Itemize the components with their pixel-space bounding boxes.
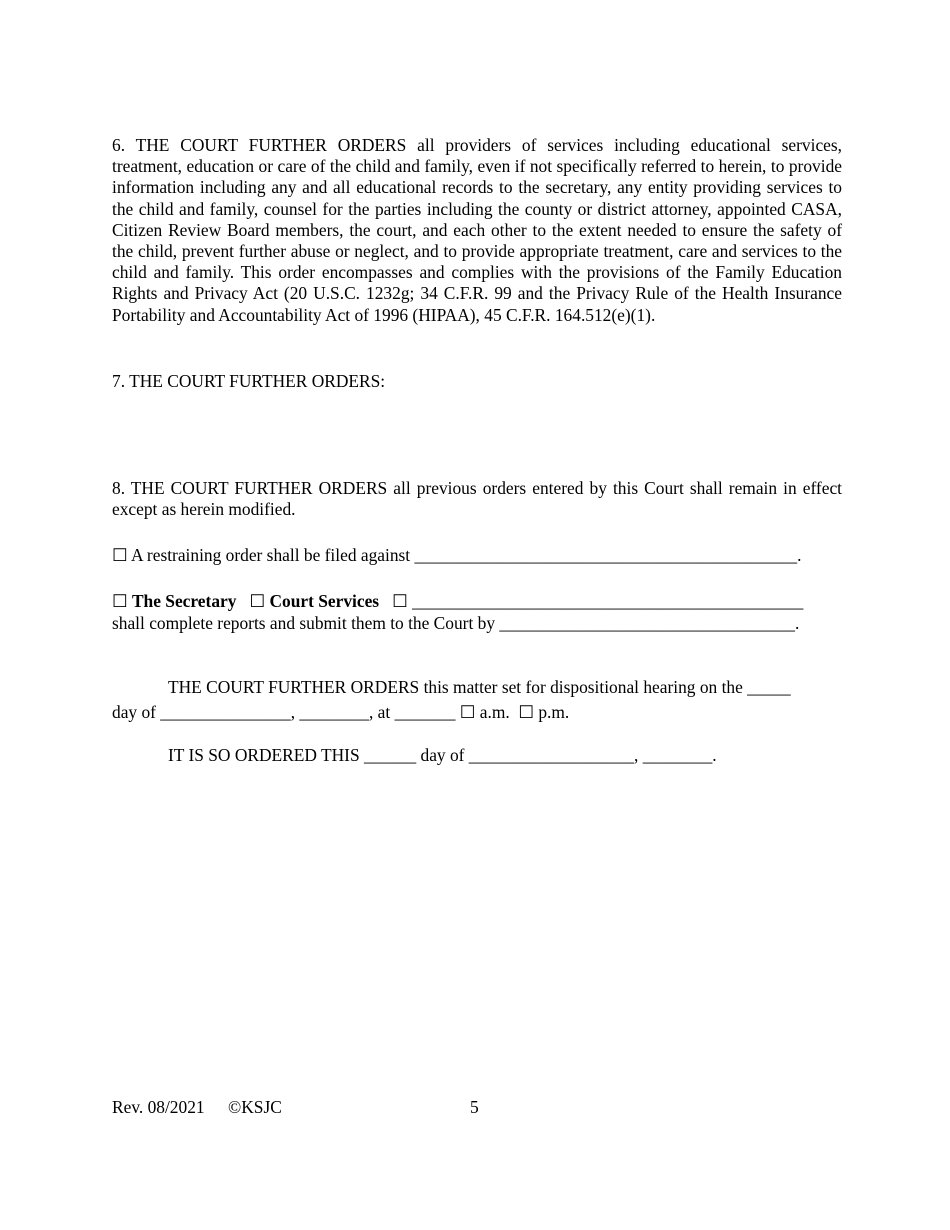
paragraph-7: 7. THE COURT FURTHER ORDERS: bbox=[112, 371, 386, 391]
other-blank[interactable]: _____________________________________________ bbox=[412, 591, 804, 611]
secretary-label: The Secretary bbox=[131, 591, 237, 611]
copyright-label: ©KSJC bbox=[228, 1097, 282, 1117]
am-label: a.m. bbox=[479, 702, 510, 722]
court-services-checkbox[interactable]: ☐ bbox=[249, 591, 266, 611]
page-number: 5 bbox=[470, 1097, 479, 1117]
so-ordered-line: IT IS SO ORDERED THIS ______ day of ___________________, ________. bbox=[168, 745, 717, 765]
other-checkbox[interactable]: ☐ bbox=[392, 591, 408, 611]
restraining-order-checkbox[interactable]: ☐ bbox=[112, 545, 128, 565]
paragraph-8: 8. THE COURT FURTHER ORDERS all previous orders entered by this Court shall remain in effect except as herein modified. bbox=[112, 478, 842, 520]
hearing-date-blanks[interactable]: day of _______________, ________, at _______ bbox=[112, 702, 460, 722]
restraining-order-blank[interactable]: ____________________________________________. bbox=[414, 545, 802, 565]
hearing-line-1: THE COURT FURTHER ORDERS this matter set for dispositional hearing on the _____ bbox=[168, 677, 791, 697]
reports-deadline-line: shall complete reports and submit them to the Court by __________________________________. bbox=[112, 613, 800, 633]
am-checkbox[interactable]: ☐ bbox=[459, 702, 476, 722]
court-services-label: Court Services bbox=[269, 591, 380, 611]
restraining-order-line bbox=[112, 545, 801, 566]
secretary-checkbox[interactable]: ☐ bbox=[112, 591, 128, 611]
hearing-line-2 bbox=[112, 702, 569, 723]
reports-options-line bbox=[112, 591, 803, 612]
revision-label: Rev. 08/2021 bbox=[112, 1097, 205, 1117]
pm-checkbox[interactable]: ☐ bbox=[518, 702, 534, 722]
pm-label: p.m. bbox=[538, 702, 570, 722]
restraining-order-label: A restraining order shall be filed against bbox=[130, 545, 415, 565]
paragraph-6: 6. THE COURT FURTHER ORDERS all providers of services including educational services, treatment, education or care of the child and family, even if not specifically referred to herein, to provide information including any and all educational records to the secretary, any entity providing services to the child and family, counsel for the parties including the county or district attorney, appointed CASA, Citizen Review Board members, the court, and each other to the extent needed to ensure the safety of the child, prevent further abuse or neglect, and to provide appropriate treatment, care and services to the child and family. This order encompasses and complies with the provisions of the Family Education Rights and Privacy Act (20 U.S.C. 1232g; 34 C.F.R. 99 and the Privacy Rule of the Health Insurance Portability and Accountability Act of 1996 (HIPAA), 45 C.F.R. 164.512(e)(1). bbox=[112, 135, 842, 325]
